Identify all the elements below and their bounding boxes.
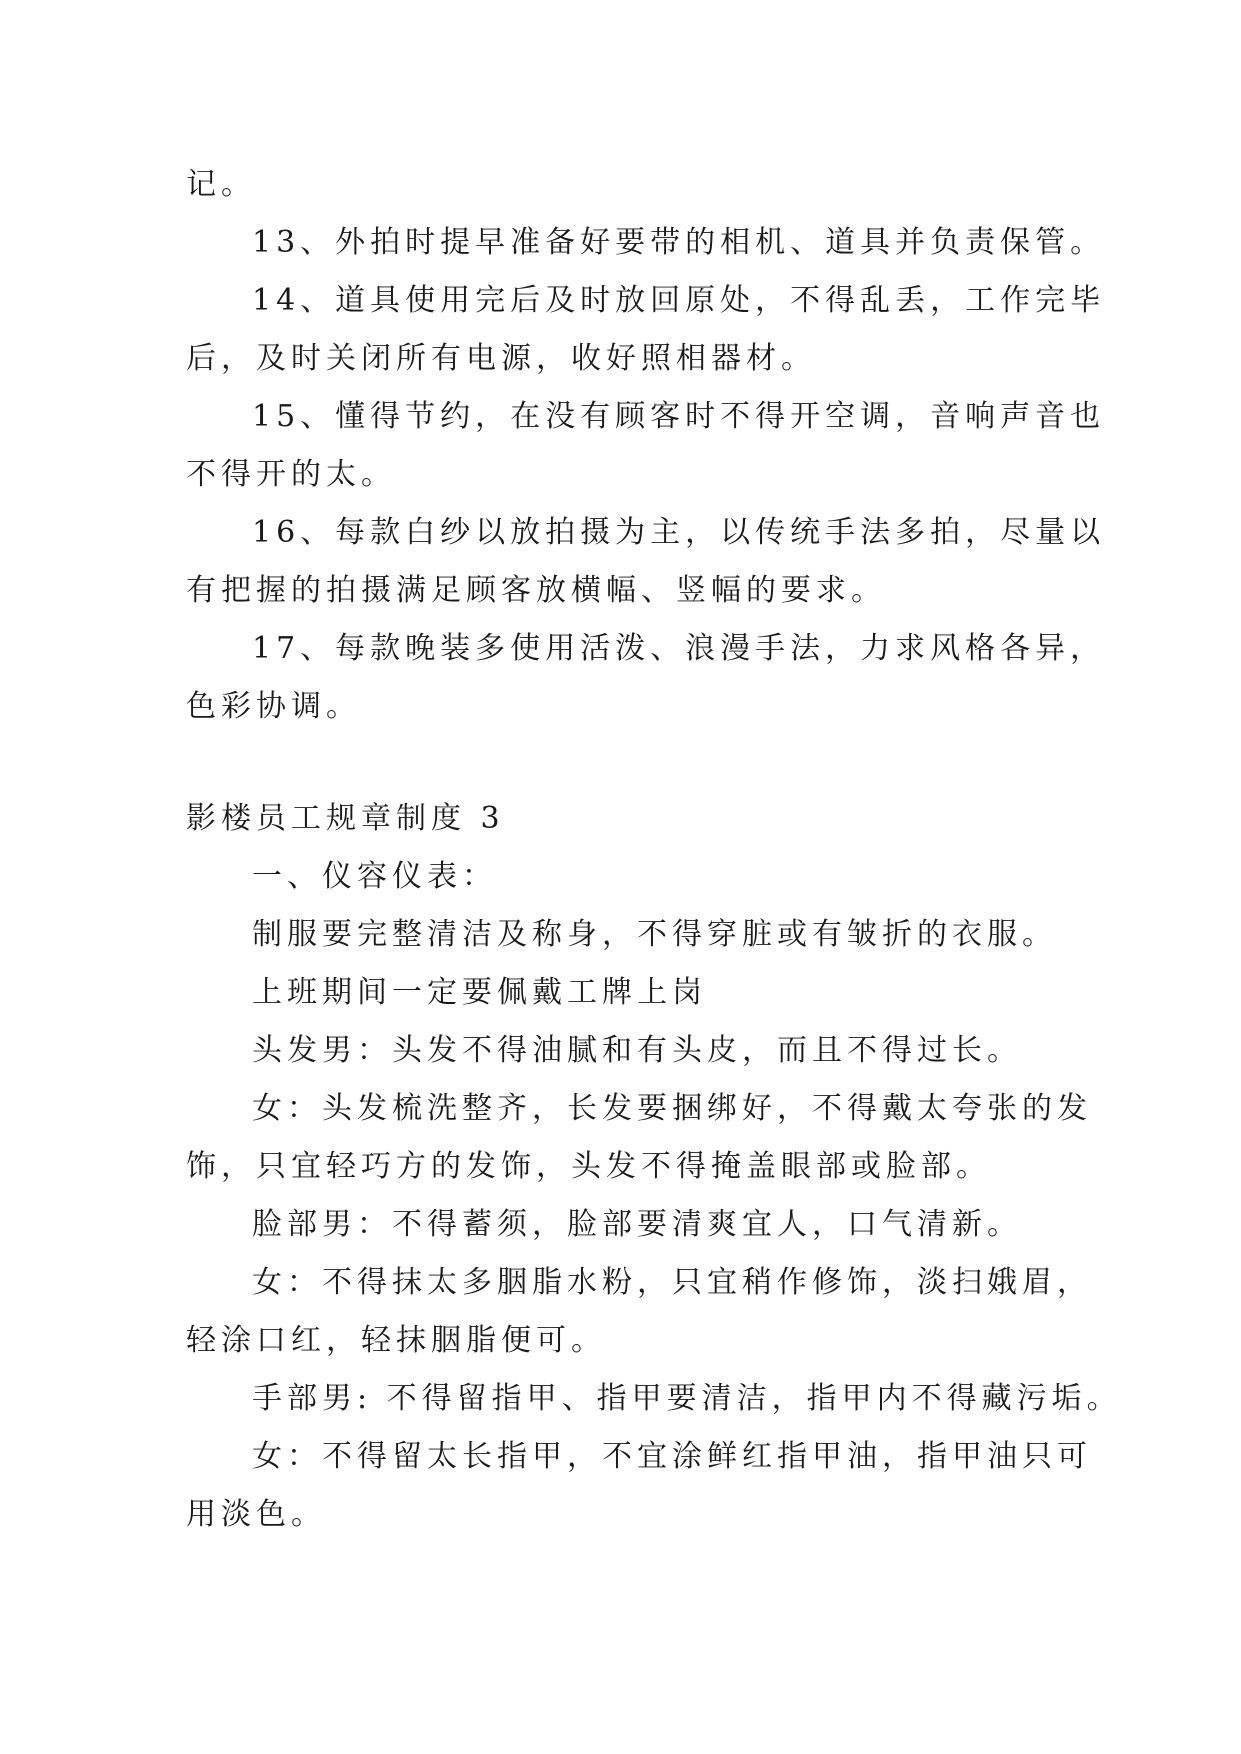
section-title: 影楼员工规章制度 3 <box>186 801 505 836</box>
text-line: 有把握的拍摄满足顾客放横幅、竖幅的要求。 <box>186 573 886 608</box>
text-line: 13、外拍时提早准备好要带的相机、道具并负责保管。 <box>252 225 1106 260</box>
text-block-rules-continued <box>186 156 1106 736</box>
text-line: 不得开的太。 <box>186 457 396 492</box>
text-line: 女：头发梳洗整齐，长发要捆绑好，不得戴太夸张的发 <box>252 1091 1092 1126</box>
text-block-section-3 <box>186 848 1122 1544</box>
text-line: 用淡色。 <box>186 1497 326 1532</box>
text-line: 16、每款白纱以放拍摄为主，以传统手法多拍，尽量以 <box>252 515 1106 550</box>
text-line: 手部男: 不得留指甲、指甲要清洁，指甲内不得藏污垢。 <box>252 1381 1122 1416</box>
text-line: 17、每款晚装多使用活泼、浪漫手法，力求风格各异， <box>252 631 1106 666</box>
text-line: 一、仪容仪表： <box>252 859 497 894</box>
text-line: 记。 <box>186 167 256 202</box>
text-line: 后，及时关闭所有电源，收好照相器材。 <box>186 341 816 376</box>
text-line: 头发男：头发不得油腻和有头皮，而且不得过长。 <box>252 1033 1022 1068</box>
text-line: 色彩协调。 <box>186 689 361 724</box>
text-line: 14、道具使用完后及时放回原处，不得乱丢，工作完毕 <box>252 283 1106 318</box>
text-line: 15、懂得节约，在没有顾客时不得开空调，音响声音也 <box>252 399 1106 434</box>
text-line: 制服要完整清洁及称身，不得穿脏或有皱折的衣服。 <box>252 917 1057 952</box>
document-page <box>186 156 1122 1544</box>
text-line: 轻涂口红，轻抹胭脂便可。 <box>186 1323 606 1358</box>
text-line: 女：不得抹太多胭脂水粉，只宜稍作修饰，淡扫娥眉， <box>252 1265 1092 1300</box>
text-line: 女：不得留太长指甲，不宜涂鲜红指甲油，指甲油只可 <box>252 1439 1092 1474</box>
text-line: 脸部男：不得蓄须，脸部要清爽宜人，口气清新。 <box>252 1207 1022 1242</box>
text-line: 饰，只宜轻巧方的发饰，头发不得掩盖眼部或脸部。 <box>186 1149 991 1184</box>
text-line: 上班期间一定要佩戴工牌上岗 <box>252 975 707 1010</box>
